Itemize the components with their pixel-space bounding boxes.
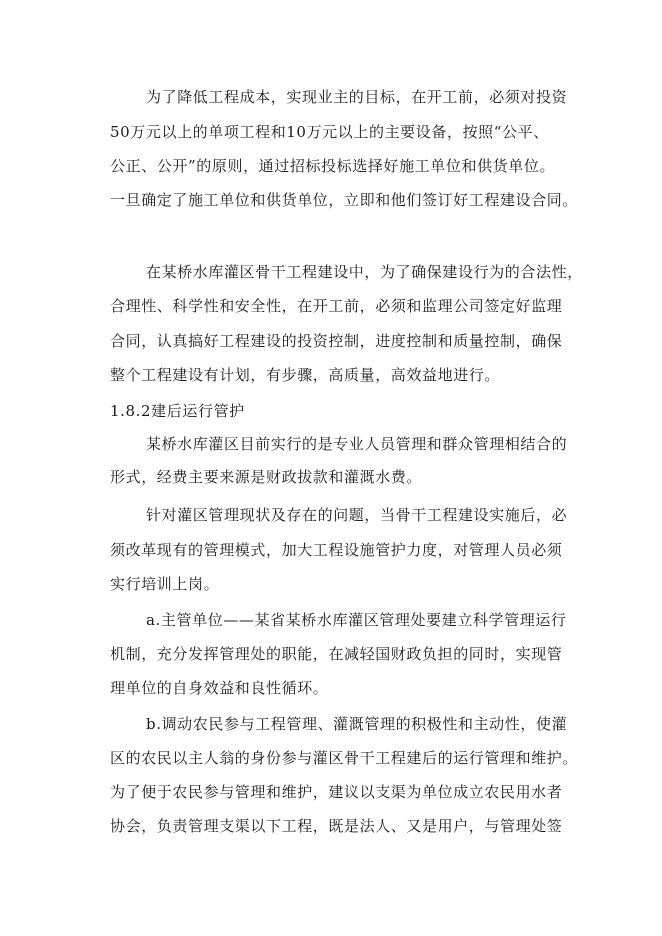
paragraph-1-line-4: 一旦确定了施工单位和供货单位，立即和他们签订好工程建设合同。 [110,191,579,209]
paragraph-4-line-2: 须改革现有的管理模式，加大工程设施管护力度，对管理人员必须 [110,541,563,559]
paragraph-2-line-1: 在某桥水库灌区骨干工程建设中，为了确保建设行为的合法性， [146,263,583,281]
paragraph-6-line-2: 区的农民以主人翁的身份参与灌区骨干工程建后的运行管理和维护。 [110,749,579,767]
paragraph-6-line-4: 协会，负责管理支渠以下工程，既是法人、又是用户，与管理处签 [110,817,563,835]
paragraph-6-line-1: b.调动农民参与工程管理、灌溉管理的积极性和主动性，使灌 [146,715,568,733]
paragraph-2-line-3: 合同，认真搞好工程建设的投资控制，进度控制和质量控制，确保 [110,332,563,350]
paragraph-5-line-3: 理单位的自身效益和良性循环。 [110,679,329,697]
section-heading: 1.8.2建后运行管护 [110,402,245,420]
paragraph-1-line-1: 为了降低工程成本，实现业主的目标，在开工前，必须对投资 [146,88,568,106]
paragraph-3-line-1: 某桥水库灌区目前实行的是专业人员管理和群众管理相结合的 [146,435,568,453]
paragraph-5-line-2: 机制，充分发挥管理处的职能，在减轻国财政负担的同时，实现管 [110,645,563,663]
paragraph-1-line-2: 50万元以上的单项工程和10万元以上的主要设备，按照“公平、 [110,123,549,141]
paragraph-4-line-3: 实行培训上岗。 [110,575,220,593]
paragraph-2-line-4: 整个工程建设有计划，有步骤，高质量，高效益地进行。 [110,366,501,384]
paragraph-2-line-2: 合理性、科学性和安全性，在开工前，必须和监理公司签定好监理 [110,297,563,315]
paragraph-6-line-3: 为了便于农民参与管理和维护，建议以支渠为单位成立农民用水者 [110,783,563,801]
paragraph-5-line-1: a.主管单位——某省某桥水库灌区管理处要建立科学管理运行 [146,611,567,629]
paragraph-3-line-2: 形式，经费主要来源是财政拔款和灌溉水费。 [110,468,423,486]
paragraph-1-line-3: 公正、公开”的原则，通过招标投标选择好施工单位和供货单位。 [110,157,556,175]
paragraph-4-line-1: 针对灌区管理现状及存在的问题，当骨干工程建设实施后，必 [146,506,568,524]
